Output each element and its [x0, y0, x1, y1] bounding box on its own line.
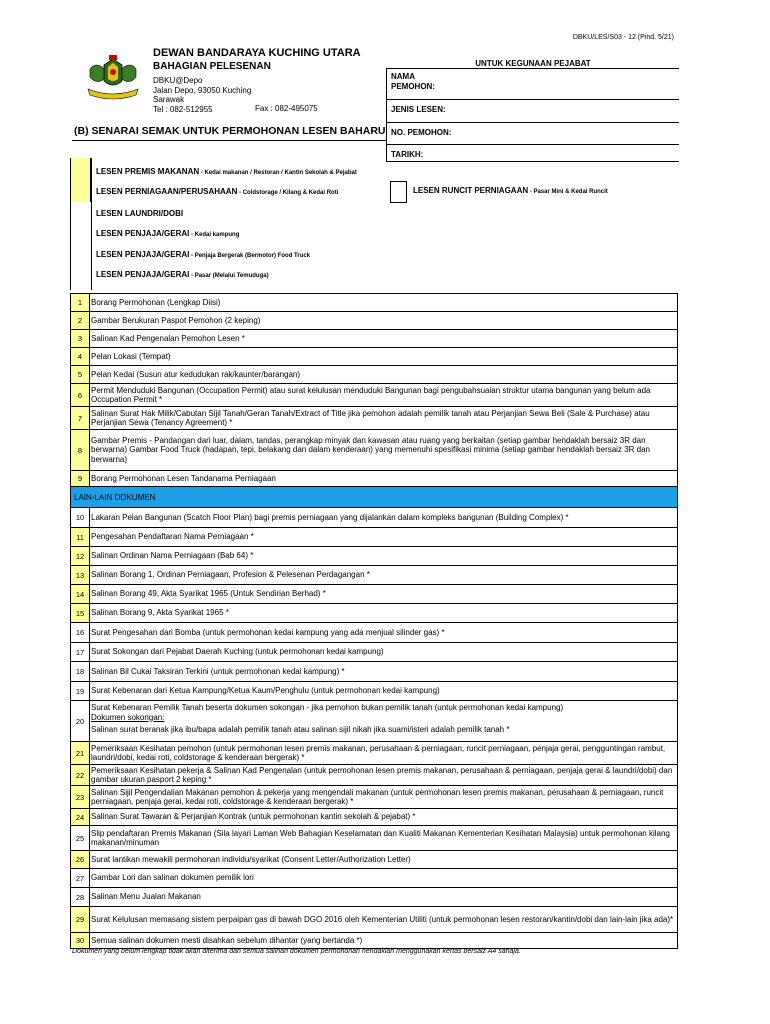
other-doc-row: 14 Salinan Borang 49, Akta Syarikat 1965 (Untuk Sendirian Berhad) * — [71, 585, 677, 604]
checklist-row: 4 Pelan Lokasi (Tempat) — [71, 348, 677, 366]
footnote: Dokumen yang belum lengkap tidak akan diterima dan semua salinan dokumen permohonan hendaklah menggunakan kertas bersaiz A4 sahaja. — [72, 948, 521, 955]
other-doc-row: 23 Salinan Sijil Pengendalian Makanan pemohon & pekerja yang mengendali makanan (untuk permohonan lesen premis makanan, perusahaan & perniagaan, runcit perniagaan, penjaja gerai, kedai roti, coldstorage & kenderaan bergerak) * — [71, 786, 677, 809]
other-doc-row: 16 Surat Pengesahan dari Bomba (untuk permohonan kedai kampung yang ada menjual silinder gas) * — [71, 623, 677, 643]
license-checkbox-column — [70, 158, 92, 290]
fax: Fax : 082-495075 — [255, 104, 318, 113]
other-doc-row: 29 Surat Kelulusan memasang sistem perpaipan gas di bawah DGO 2016 oleh Kementerian Utiliti (untuk permohonan lesen restoran/kantin/dobi dan lain-lain jika ada)* — [71, 907, 677, 933]
address-line: DBKU@Depo — [153, 76, 203, 85]
other-doc-row: 11 Pengesahan Pendaftaran Nama Perniagaan * — [71, 528, 677, 547]
other-doc-row: 22 Pemeriksaan Kesihatan pekerja & Salinan Kad Pengenalan (untuk permohonan lesen premis makanan, perusahaan & perniagaan, penjaja gerai & laundri/dobi) dan gambar ukuran pasport 2 keping * — [71, 765, 677, 786]
license-type-row: LESEN PREMIS MAKANAN - Kedai makanan / Restoran / Kantin Sekolah & Pejabat — [96, 167, 357, 176]
nama-label: NAMA — [391, 72, 415, 81]
checklist-row: 6 Permit Menduduki Bangunan (Occupation Permit) atau surat kelulusan menduduki Bangunan bagi pengubahsuaian struktur utama bangunan yang belum ada Occupation Permit * — [71, 384, 677, 407]
license-type-row: LESEN PENJAJA/GERAI - Penjaja Bergerak (Bermotor) Food Truck — [96, 250, 311, 259]
office-use-box — [386, 68, 679, 162]
other-doc-row: 27 Gambar Lori dan salinan dokumen pemilik lori — [71, 869, 677, 888]
other-doc-row: 10 Lakaran Pelan Bangunan (Scatch Floor Plan) bagi premis perniagaan yang dijalankan dalam kompleks bangunan (Building Complex) * — [71, 508, 677, 528]
checklist-row: 1 Borang Permohonan (Lengkap Diisi) — [71, 294, 677, 312]
checklist-row: 3 Salinan Kad Pengenalan Pemohon Lesen * — [71, 330, 677, 348]
other-doc-row: 20 Surat Kebenaran Pemilik Tanah beserta dokumen sokongan - jika pemohon bukan pemilik tanah (untuk permohonan kedai kampung) Dokumen sokongan: Salinan surat beranak jika ibu/bapa adalah pemilik tanah atau salinan sijil nikah jika suami/isteri adalah pemilik tanah * — [71, 701, 677, 742]
other-doc-row: 12 Salinan Ordinan Nama Perniagaan (Bab 64) * — [71, 547, 677, 566]
license-type-row: LESEN PERNIAGAAN/PERUSAHAAN - Coldstorage / Kilang & Kedai Roti — [96, 187, 339, 196]
address-block — [153, 76, 251, 114]
jenis-lesen-label: JENIS LESEN: — [391, 105, 446, 114]
org-name: DEWAN BANDARAYA KUCHING UTARA — [153, 47, 361, 59]
pemohon-label: PEMOHON: — [391, 82, 435, 91]
division-name: BAHAGIAN PELESENAN — [153, 61, 271, 72]
license-type-row: LESEN PENJAJA/GERAI - Pasar (Melalui Temuduga) — [96, 270, 269, 279]
other-doc-row: 24 Salinan Surat Tawaran & Perjanjian Kontrak (untuk permohonan kantin sekolah & pejabat) * — [71, 809, 677, 826]
checklist-row: 9 Borang Permohonan Lesen Tandanama Perniagaan — [71, 471, 677, 487]
other-doc-row: 21 Pemeriksaan Kesihatan pemohon (untuk permohonan lesen premis makanan, perusahaan & perniagaan, runcit perniagaan, penjaja gerai, pengguntingan rambut, laundri/dobi, kedai roti, coldstorage & kenderaan bergerak) * — [71, 742, 677, 765]
other-doc-row: 25 Slip pendaftaran Premis Makanan (Sila layari Laman Web Bahagian Keselamatan dan Kualiti Makanan Kementerian Kesihatan Malaysia) untuk permohonan kilang makanan/minuman — [71, 826, 677, 851]
other-doc-row: 17 Surat Sokongan dari Pejabat Daerah Kuching (untuk permohonan kedai kampung) — [71, 643, 677, 662]
telephone: Tel : 082-512955 — [153, 104, 213, 114]
checklist-row: 2 Gambar Berukuran Paspot Pemohon (2 keping) — [71, 312, 677, 330]
other-doc-row: 26 Surat lantikan mewakili permohonan individu/syarikat (Consent Letter/Authorization Letter) — [71, 851, 677, 869]
form-reference-code: DBKU/LES/S03 - 12 (Pind. 5/21) — [572, 34, 674, 41]
checklist-row: 7 Salinan Surat Hak Milik/Cabutan Sijil Tanah/Geran Tanah/Extract of Title jika pemohon adalah pemilik tanah atau Perjanjian Sewa Beli (Sale & Purchase) atau Perjanjian Sewa (Tenancy Agreement) * — [71, 407, 677, 430]
address-line: Jalan Depo, 93050 Kuching — [153, 85, 252, 95]
other-doc-row: 18 Salinan Bil Cukai Taksiran Terkini (untuk permohonan kedai kampung) * — [71, 662, 677, 682]
other-doc-row: 15 Salinan Borang 9, Akta Syarikat 1965 * — [71, 604, 677, 623]
checklist-row: 5 Pelan Kedai (Susun atur kedudukan rak/kaunter/barangan) — [71, 366, 677, 384]
office-use-title: UNTUK KEGUNAAN PEJABAT — [475, 59, 591, 68]
other-doc-row: 13 Salinan Borang 1, Ordinan Perniagaan, Profesion & Pelesenan Perdagangan * — [71, 566, 677, 585]
dbku-crest-logo — [82, 55, 144, 103]
other-doc-row: 28 Salinan Menu Jualan Makanan — [71, 888, 677, 907]
checklist-row: 8 Gambar Premis - Pandangan dari luar, dalam, tandas, perangkap minyak dan kawasan atau ruang yang berkaitan (setiap gambar hendaklah bersaiz 3R dan berwarna) Gambar Food Truck (hadapan, tepi, belakang dan dalam kenderaan) yang memenuhi spesifikasi minima (setiap gambar hendaklah bersaiz 3R dan berwarna) — [71, 430, 677, 471]
section-title-underline — [72, 140, 386, 141]
other-doc-row: 19 Surat Kebenaran dari Ketua Kampung/Ketua Kaum/Penghulu (untuk permohonan kedai kampung) — [71, 682, 677, 701]
checklist-table — [70, 293, 678, 949]
runcit-license-label: LESEN RUNCIT PERNIAGAAN - Pasar Mini & Kedai Runcit — [413, 186, 608, 195]
tarikh-label: TARIKH: — [391, 150, 424, 159]
other-doc-row: 30 Semua salinan dokumen mesti disahkan sebelum dihantar (yang bertanda *) — [71, 933, 677, 949]
license-type-row: LESEN LAUNDRI/DOBI — [96, 209, 184, 218]
address-line: Sarawak — [153, 95, 185, 104]
license-type-row: LESEN PENJAJA/GERAI - Kedai kampung — [96, 229, 240, 238]
no-pemohon-label: NO. PEMOHON: — [391, 128, 452, 137]
other-documents-band: LAIN-LAIN DOKUMEN — [71, 487, 677, 508]
runcit-checkbox[interactable] — [390, 181, 407, 203]
section-title: (B) SENARAI SEMAK UNTUK PERMOHONAN LESEN BAHARU — [74, 125, 386, 137]
